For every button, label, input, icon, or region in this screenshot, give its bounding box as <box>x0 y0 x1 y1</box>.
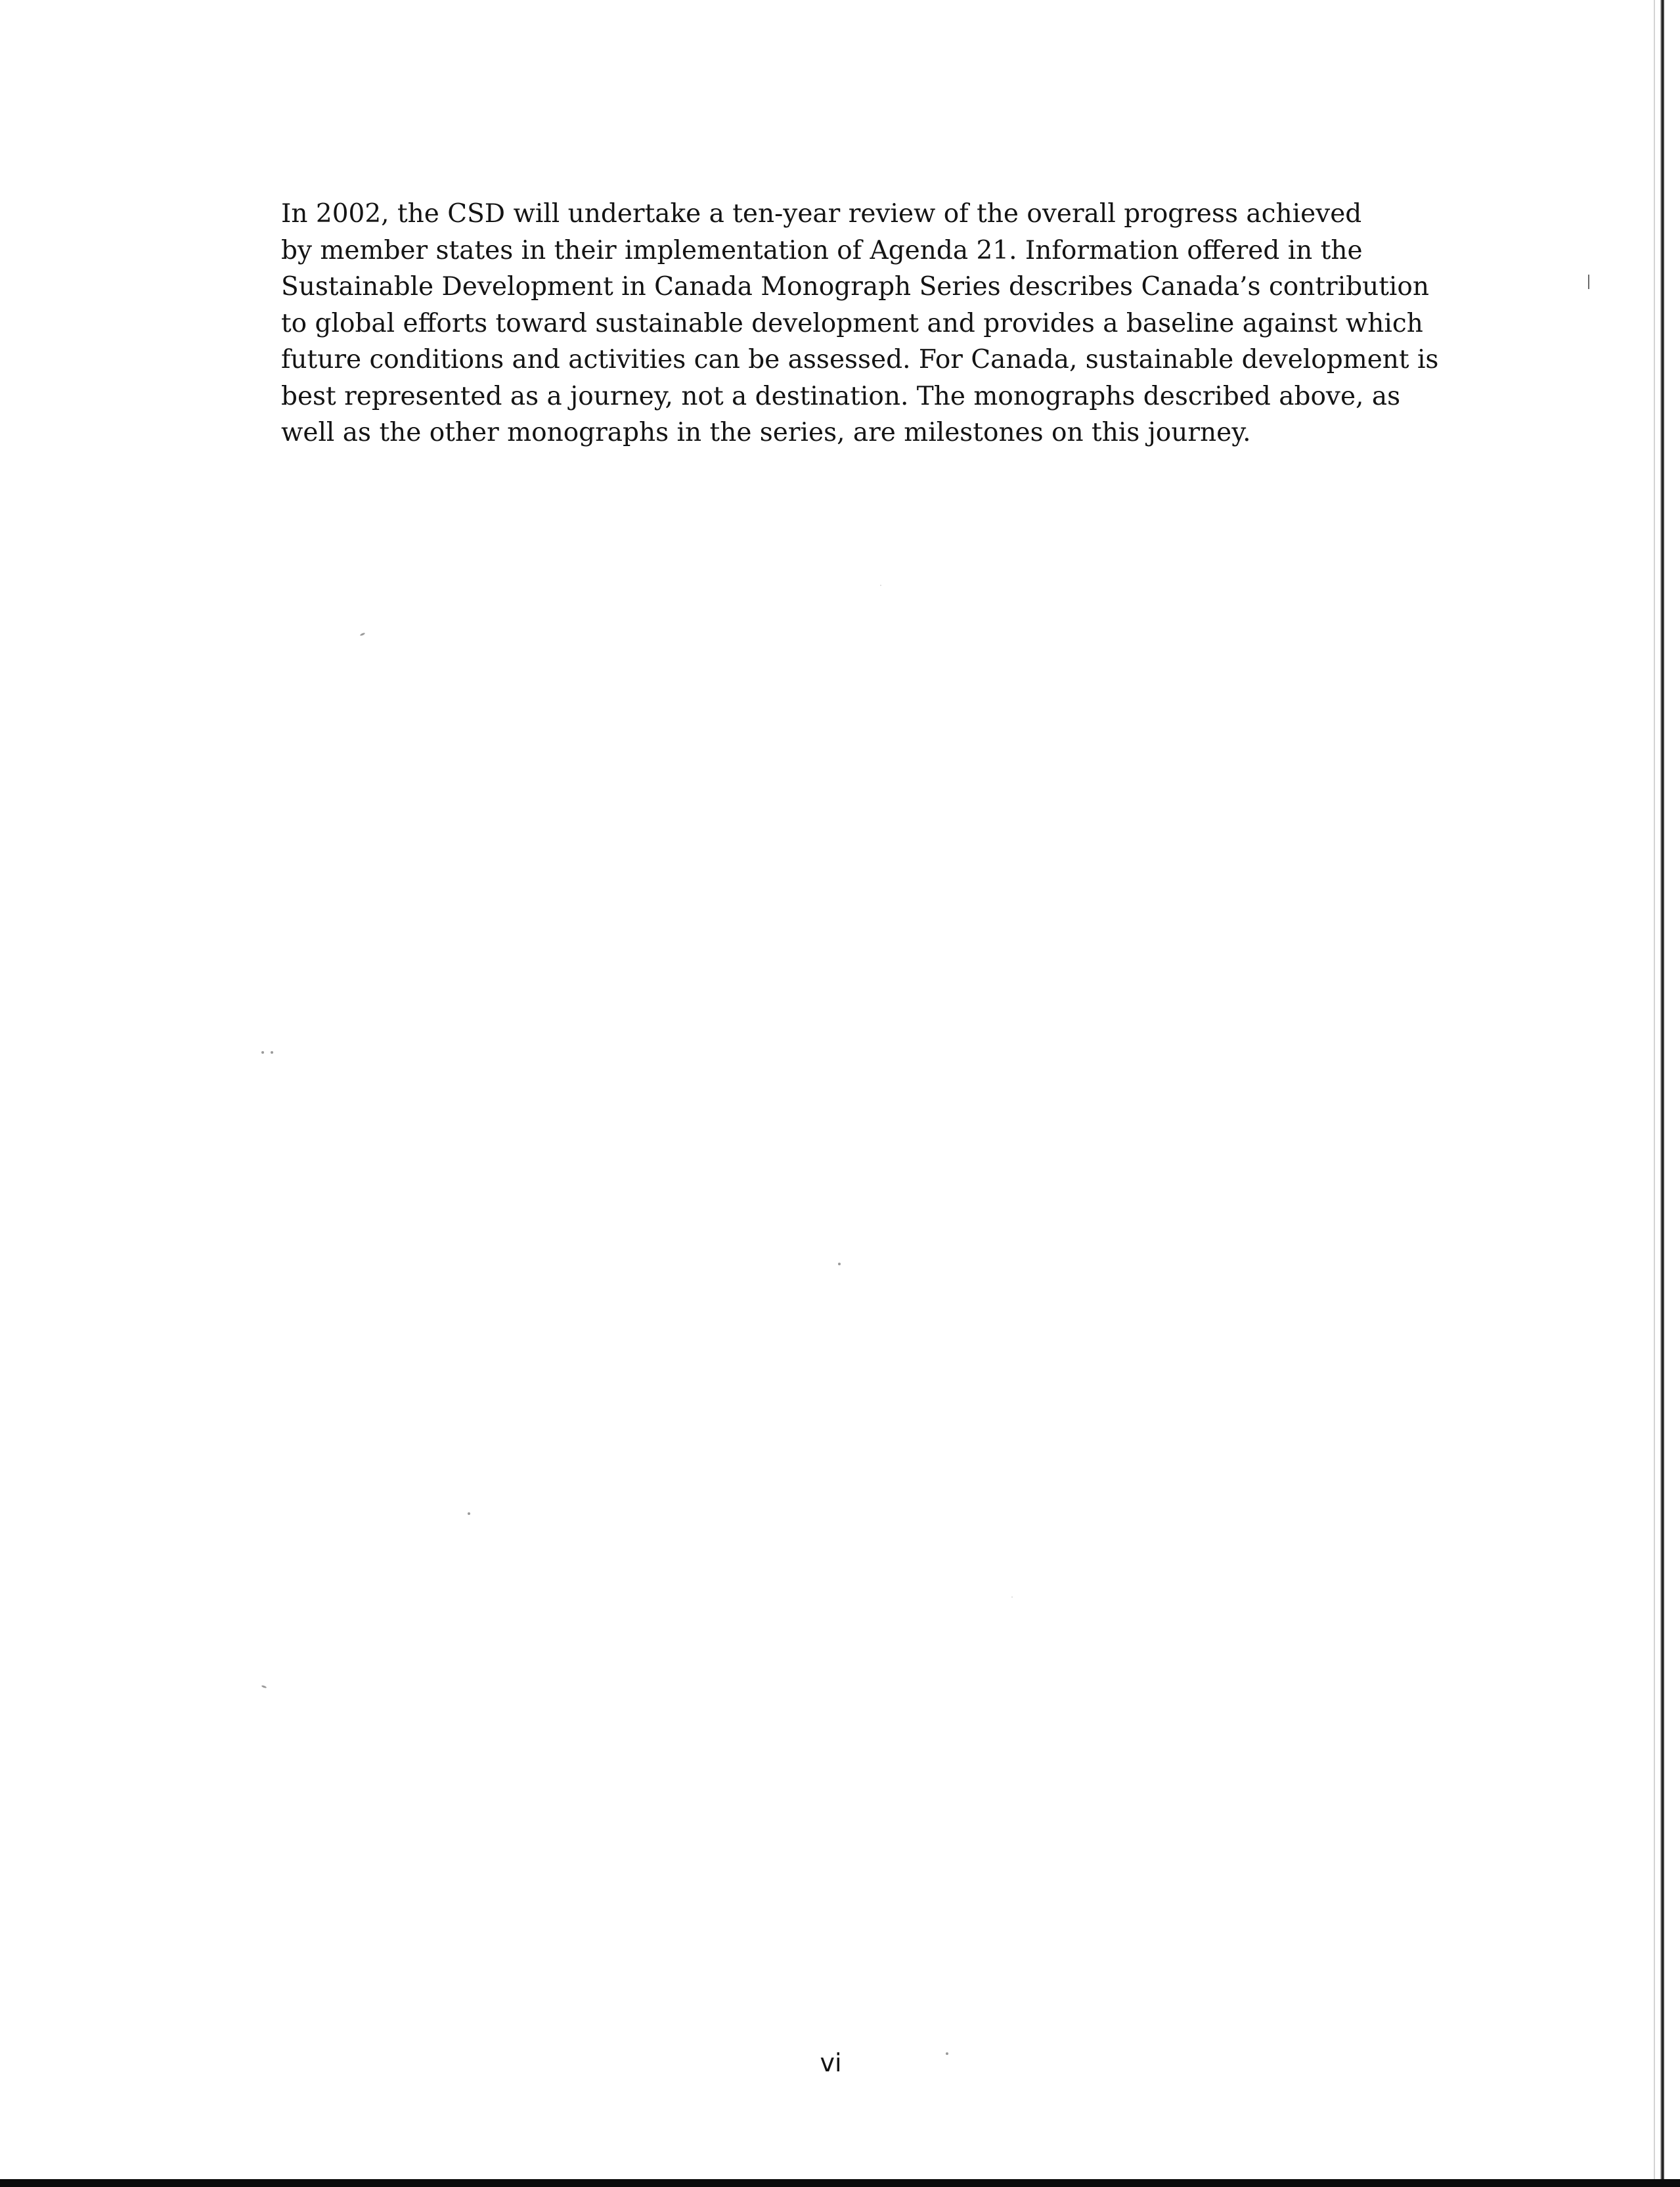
paragraph-line: In 2002, the CSD will undertake a ten-year review of the overall progress achieved <box>281 199 1362 229</box>
bottom-scan-border <box>0 2179 1680 2187</box>
paragraph-line: to global efforts toward sustainable development and provides a baseline against which <box>281 308 1423 338</box>
scan-speck <box>261 1051 264 1054</box>
scan-speck <box>468 1512 470 1515</box>
scan-speck <box>880 585 881 586</box>
body-paragraph <box>281 196 1439 451</box>
paragraph-line: well as the other monographs in the series, are milestones on this journey. <box>281 418 1251 447</box>
scan-speck <box>1011 1596 1013 1598</box>
scan-mark <box>1588 275 1589 289</box>
paragraph-line: future conditions and activities can be assessed. For Canada, sustainable development is <box>281 345 1439 374</box>
scan-speck <box>360 632 366 636</box>
page-number: vi <box>820 2048 842 2077</box>
scan-speck <box>838 1263 841 1265</box>
paragraph-line: best represented as a journey, not a destination. The monographs described above, as <box>281 381 1401 411</box>
paragraph-line: by member states in their implementation of Agenda 21. Information offered in the <box>281 235 1363 265</box>
binding-edge <box>1660 0 1664 2187</box>
scan-speck <box>946 2052 948 2055</box>
scan-speck <box>271 1051 273 1054</box>
scan-speck <box>261 1685 267 1689</box>
paragraph-line: Sustainable Development in Canada Monograph Series describes Canada’s contribution <box>281 272 1429 302</box>
binding-shadow <box>1654 0 1655 2187</box>
